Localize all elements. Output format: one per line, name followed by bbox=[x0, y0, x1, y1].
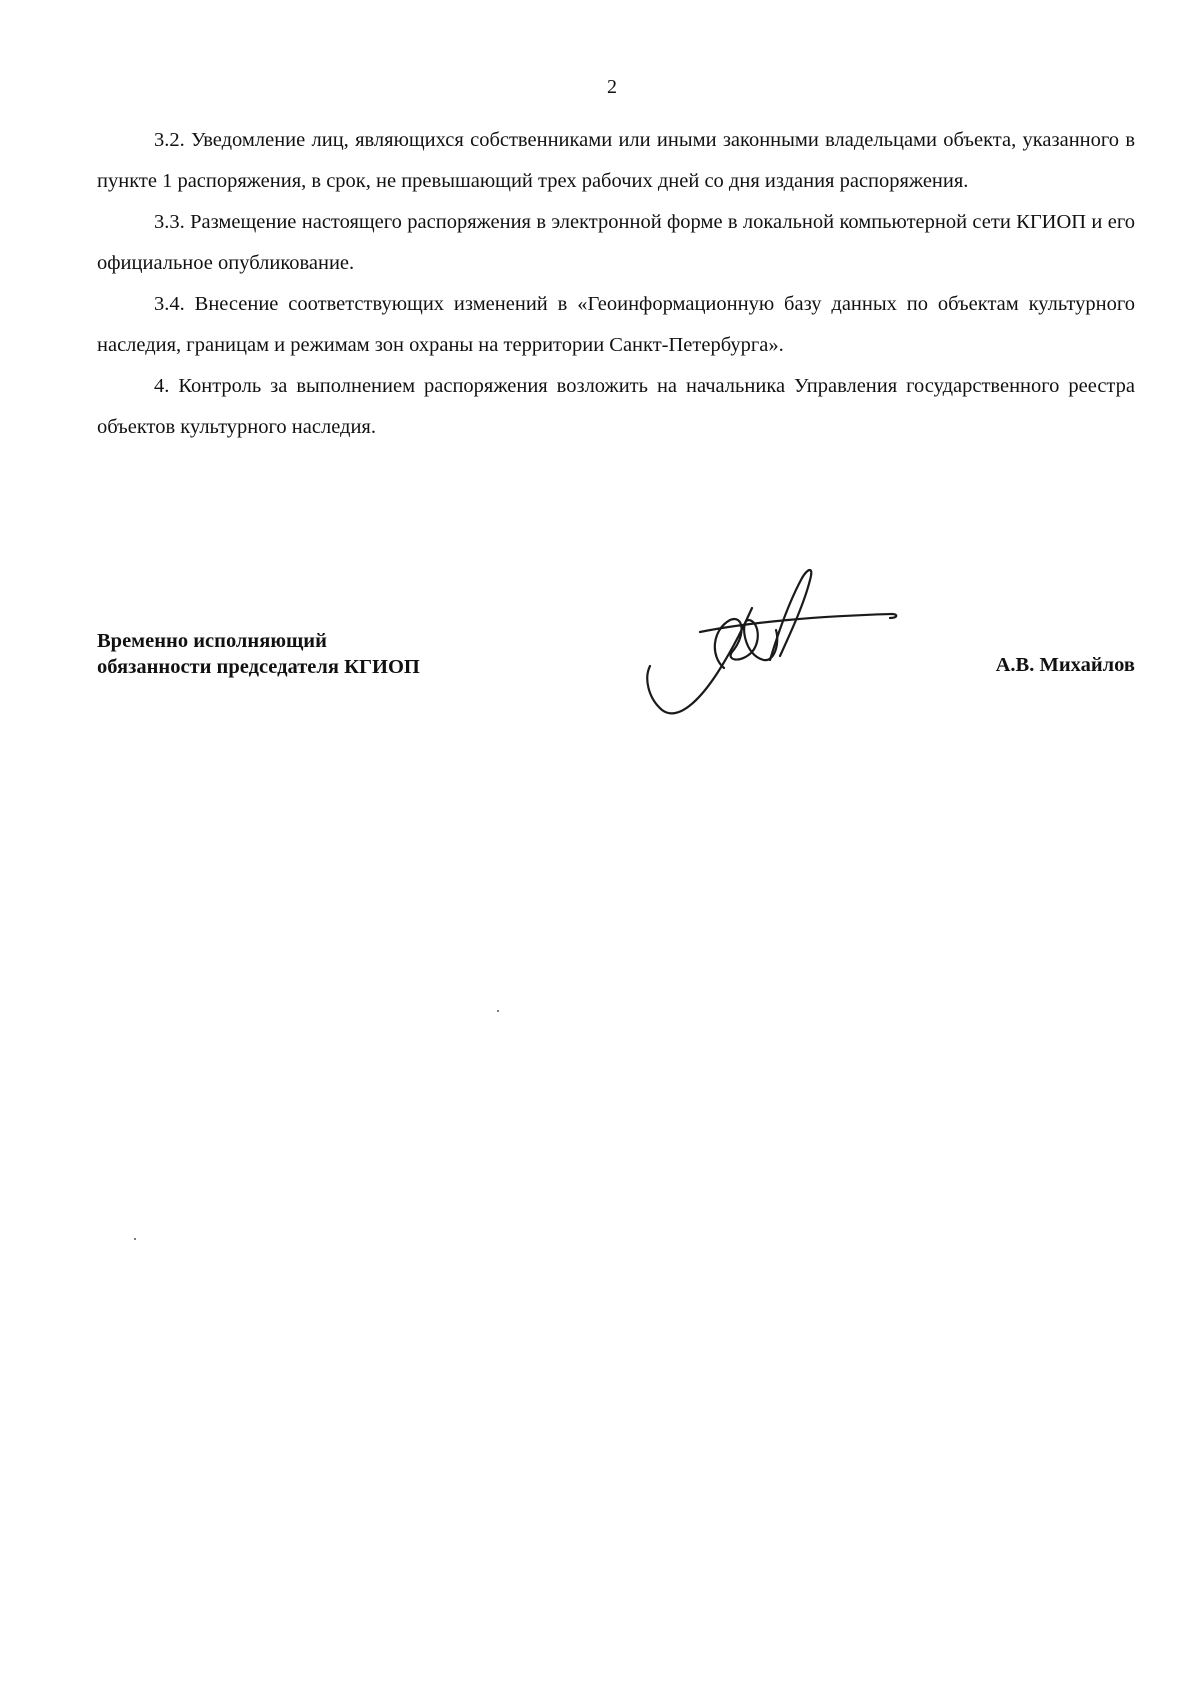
paragraph-3-2: 3.2. Уведомление лиц, являющихся собственниками или иными законными владельцами объекта, указанного в пункте 1 распоряжения, в срок, не превышающий трех рабочих дней со дня издания распоряжения. bbox=[97, 129, 1135, 192]
handwritten-signature bbox=[640, 560, 900, 730]
position-line-1: Временно исполняющий bbox=[97, 630, 327, 652]
scan-speck bbox=[134, 1238, 136, 1240]
page-number: 2 bbox=[607, 76, 617, 98]
position-line-2: обязанности председателя КГИОП bbox=[97, 656, 420, 678]
document-body bbox=[97, 120, 1135, 448]
signer-name: А.В. Михайлов bbox=[995, 654, 1135, 676]
paragraph-3-3: 3.3. Размещение настоящего распоряжения в электронной форме в локальной компьютерной сети КГИОП и его официальное опубликование. bbox=[97, 211, 1135, 274]
paragraph-3-4: 3.4. Внесение соответствующих изменений в «Геоинформационную базу данных по объектам культурного наследия, границам и режимам зон охраны на территории Санкт-Петербурга». bbox=[97, 293, 1135, 356]
paragraph-4: 4. Контроль за выполнением распоряжения возложить на начальника Управления государственного реестра объектов культурного наследия. bbox=[97, 375, 1135, 438]
signatory-position bbox=[97, 628, 420, 680]
scan-speck bbox=[497, 1010, 499, 1012]
